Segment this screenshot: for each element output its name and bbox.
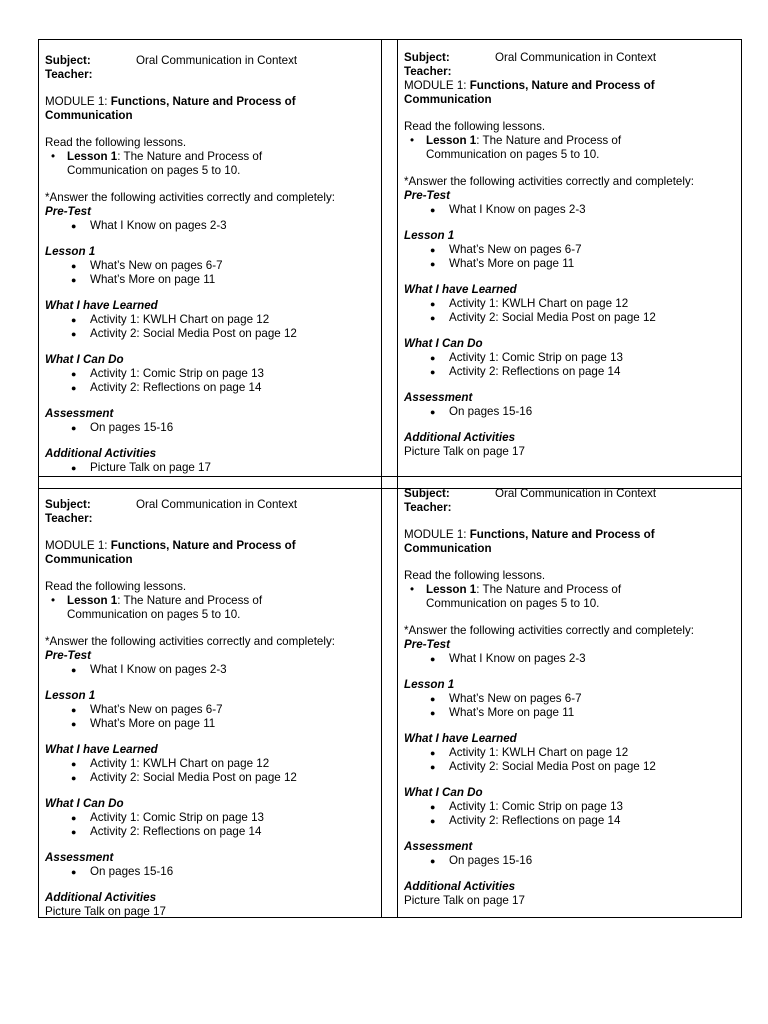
module-heading-cont: Communication [404,93,492,106]
list-item: ● What’s More on page 11 [71,273,216,286]
cando-heading: What I Can Do [45,797,124,810]
list-item: ● Activity 2: Social Media Post on page 12 [71,327,297,340]
list-item: ● What I Know on pages 2-3 [71,663,227,676]
additional-heading: Additional Activities [45,891,157,904]
row-divider-top [38,476,742,477]
lesson-reading: • Lesson 1: The Nature and Process of [51,594,263,607]
list-item: ● Activity 1: KWLH Chart on page 12 [430,746,629,759]
answer-intro: *Answer the following activities correctly and completely: [404,175,694,188]
learned-heading: What I have Learned [45,299,158,312]
lesson-reading: • Lesson 1: The Nature and Process of [410,134,622,147]
list-item: ● What I Know on pages 2-3 [71,219,227,232]
assessment-heading: Assessment [45,407,114,420]
card-bottom-left [45,498,385,919]
subject-value: Oral Communication in Context [136,54,298,67]
read-intro: Read the following lessons. [404,120,546,133]
lesson1-heading: Lesson 1 [45,245,96,258]
learned-heading: What I have Learned [404,283,517,296]
list-item: ● What’s More on page 11 [430,257,575,270]
module-heading: MODULE 1: Functions, Nature and Process of [45,95,296,108]
list-item: ● What’s New on pages 6-7 [71,703,223,716]
cando-heading: What I Can Do [404,786,483,799]
list-item: ● Activity 1: Comic Strip on page 13 [71,367,264,380]
lesson-reading: • Lesson 1: The Nature and Process of [410,583,622,596]
subject-label: Subject: [404,51,450,64]
answer-intro: *Answer the following activities correctly and completely: [45,635,335,648]
list-item: ● Activity 2: Reflections on page 14 [71,825,262,838]
lesson1-heading: Lesson 1 [404,229,455,242]
answer-intro: *Answer the following activities correctly and completely: [404,624,694,637]
column-divider-right [397,39,398,918]
list-item: ● What I Know on pages 2-3 [430,652,586,665]
module-heading: MODULE 1: Functions, Nature and Process of [45,539,296,552]
list-item: ● Activity 1: Comic Strip on page 13 [430,351,623,364]
list-item: ● What’s New on pages 6-7 [430,692,582,705]
teacher-label: Teacher: [404,65,452,78]
subject-label: Subject: [45,498,91,511]
list-item: ● Activity 2: Reflections on page 14 [71,381,262,394]
list-item: ● On pages 15-16 [71,865,174,878]
lesson-reading-cont: Communication on pages 5 to 10. [426,597,600,610]
learned-heading: What I have Learned [404,732,517,745]
pretest-heading: Pre-Test [404,638,450,651]
lesson-reading-cont: Communication on pages 5 to 10. [426,148,600,161]
lesson1-heading: Lesson 1 [404,678,455,691]
teacher-label: Teacher: [45,512,93,525]
assessment-heading: Assessment [45,851,114,864]
card-bottom-right [404,487,744,908]
cando-heading: What I Can Do [404,337,483,350]
subject-label: Subject: [45,54,91,67]
list-item: ● Activity 1: KWLH Chart on page 12 [71,313,270,326]
teacher-label: Teacher: [404,501,452,514]
lesson-reading-cont: Communication on pages 5 to 10. [67,164,241,177]
module-heading-cont: Communication [45,553,133,566]
module-heading: MODULE 1: Functions, Nature and Process of [404,528,655,541]
assessment-heading: Assessment [404,391,473,404]
list-item: ● Activity 2: Reflections on page 14 [430,814,621,827]
list-item: ● Activity 2: Social Media Post on page 12 [430,311,656,324]
module-heading-cont: Communication [404,542,492,555]
module-heading-cont: Communication [45,109,133,122]
card-top-left [45,54,385,475]
additional-heading: Additional Activities [404,880,516,893]
read-intro: Read the following lessons. [45,136,187,149]
list-item: ● Activity 2: Social Media Post on page 12 [71,771,297,784]
subject-value: Oral Communication in Context [136,498,298,511]
read-intro: Read the following lessons. [404,569,546,582]
list-item: ● What’s New on pages 6-7 [71,259,223,272]
additional-heading: Additional Activities [404,431,516,444]
list-item: ● Activity 2: Social Media Post on page 12 [430,760,656,773]
list-item: ● What’s More on page 11 [430,706,575,719]
cando-heading: What I Can Do [45,353,124,366]
list-item: ● On pages 15-16 [71,421,174,434]
subject-value: Oral Communication in Context [495,487,657,500]
lesson1-heading: Lesson 1 [45,689,96,702]
subject-label: Subject: [404,487,450,500]
card-top-right [404,51,744,459]
list-item: ● On pages 15-16 [430,405,533,418]
list-item: ● Picture Talk on page 17 [71,461,211,474]
pretest-heading: Pre-Test [45,205,91,218]
teacher-label: Teacher: [45,68,93,81]
additional-item: Picture Talk on page 17 [404,894,525,907]
list-item: ● What’s More on page 11 [71,717,216,730]
list-item: ● On pages 15-16 [430,854,533,867]
pretest-heading: Pre-Test [404,189,450,202]
assessment-heading: Assessment [404,840,473,853]
module-heading: MODULE 1: Functions, Nature and Process of [404,79,655,92]
additional-heading: Additional Activities [45,447,157,460]
list-item: ● What I Know on pages 2-3 [430,203,586,216]
additional-item: Picture Talk on page 17 [45,905,166,918]
list-item: ● Activity 1: KWLH Chart on page 12 [71,757,270,770]
list-item: ● Activity 1: Comic Strip on page 13 [430,800,623,813]
learned-heading: What I have Learned [45,743,158,756]
pretest-heading: Pre-Test [45,649,91,662]
answer-intro: *Answer the following activities correctly and completely: [45,191,335,204]
read-intro: Read the following lessons. [45,580,187,593]
list-item: ● Activity 2: Reflections on page 14 [430,365,621,378]
additional-item: Picture Talk on page 17 [404,445,525,458]
lesson-reading-cont: Communication on pages 5 to 10. [67,608,241,621]
list-item: ● What’s New on pages 6-7 [430,243,582,256]
subject-value: Oral Communication in Context [495,51,657,64]
lesson-reading: • Lesson 1: The Nature and Process of [51,150,263,163]
list-item: ● Activity 1: Comic Strip on page 13 [71,811,264,824]
list-item: ● Activity 1: KWLH Chart on page 12 [430,297,629,310]
